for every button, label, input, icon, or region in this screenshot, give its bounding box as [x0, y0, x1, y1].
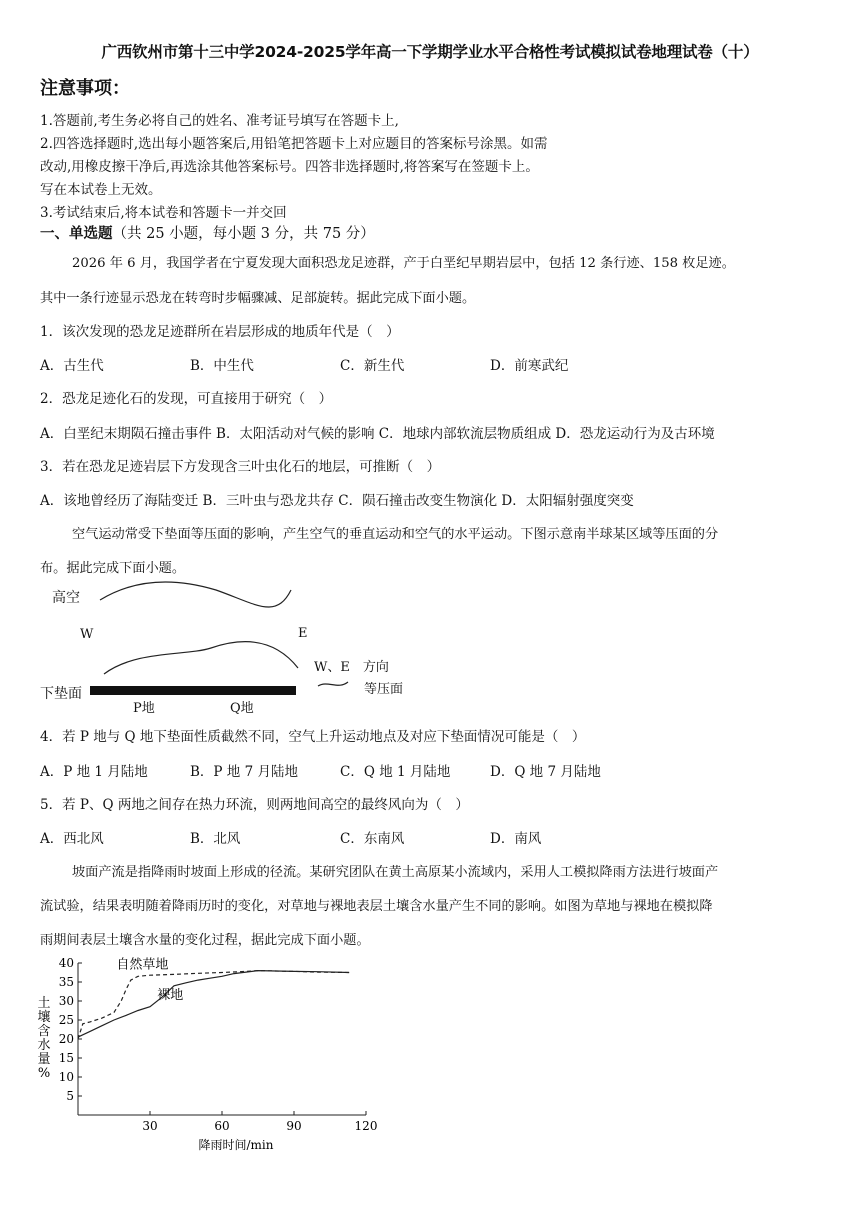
question-1-option-c[interactable]: C．新生代 [340, 358, 405, 374]
y-tick-label: 25 [58, 1013, 74, 1027]
label-east: E [298, 626, 308, 641]
question-1-option-b[interactable]: B．中生代 [190, 358, 254, 374]
passage1-line-2: 其中一条行迹显示恐龙在转弯时步幅骤减、足部旋转。据此完成下面小题。 [40, 291, 476, 306]
y-tick-label: 5 [66, 1089, 74, 1103]
label-q: Q地 [230, 701, 254, 716]
legend-isobar-symbol [318, 682, 348, 686]
label-p: P地 [133, 701, 155, 716]
passage3-line-2: 流试验，结果表明随着降雨历时的变化，对草地与裸地表层土壤含水量产生不同的影响。如图为草地与裸地在模拟降 [40, 899, 713, 914]
passage2-line-1: 空气运动常受下垫面等压面的影响，产生空气的垂直运动和空气的水平运动。下图示意南半球某区域等压面的分 [72, 527, 719, 542]
x-tick-label: 30 [142, 1119, 158, 1133]
notice-line-1: 1.答题前,考生务必将自己的姓名、准考证号填写在答题卡上, [40, 113, 399, 129]
section-title: 一、单选题 [40, 225, 113, 242]
high-altitude-isobar [100, 582, 291, 607]
question-4-option-a[interactable]: A．P 地 1 月陆地 [40, 764, 148, 780]
passage3-line-3: 雨期间表层土壤含水量的变化过程，据此完成下面小题。 [40, 933, 370, 948]
surface-isobar [104, 642, 298, 674]
question-4-option-b[interactable]: B．P 地 7 月陆地 [190, 764, 298, 780]
x-tick-label: 120 [354, 1119, 378, 1133]
chart-xlabel: 降雨时间/min [198, 1138, 274, 1152]
passage1-line-1: 2026 年 6 月，我国学者在宁夏发现大面积恐龙足迹群，产于白垩纪早期岩层中，包括 12 条行迹、158 枚足迹。 [72, 256, 735, 271]
question-1-option-d[interactable]: D．前寒武纪 [490, 358, 569, 374]
legend-isobar-label: 等压面 [364, 682, 404, 697]
series-line-自然草地 [78, 971, 349, 1039]
notice-line-4: 写在本试卷上无效。 [40, 182, 162, 198]
y-tick-label: 10 [58, 1070, 74, 1084]
notice-line-5: 3.考试结束后,将本试卷和答题卡一并交回 [40, 205, 287, 221]
chart-ylabel: 土壤含水量% [37, 996, 51, 1081]
question-4-option-c[interactable]: C．Q 地 1 月陆地 [340, 764, 451, 780]
x-tick-label: 90 [286, 1119, 302, 1133]
question-5-option-b[interactable]: B．北风 [190, 831, 241, 847]
label-west: W [80, 627, 94, 642]
legend-direction: W、E 方向 [314, 660, 389, 675]
question-5-option-a[interactable]: A．西北风 [40, 831, 104, 847]
label-underlying-surface: 下垫面 [40, 686, 82, 702]
question-1-option-a[interactable]: A．古生代 [40, 358, 104, 374]
question-2-options[interactable]: A．白垩纪末期陨石撞击事件 B．太阳活动对气候的影响 C．地球内部软流层物质组成 D．恐龙运动行为及古环境 [40, 426, 715, 442]
section-heading [40, 222, 375, 243]
question-1-stem: 1．该次发现的恐龙足迹群所在岩层形成的地质年代是（ ） [40, 324, 400, 340]
y-tick-label: 20 [58, 1032, 74, 1046]
question-5-stem: 5．若 P、Q 两地之间存在热力环流，则两地间高空的最终风向为（ ） [40, 797, 469, 813]
underlying-surface-bar [90, 686, 296, 695]
notice-line-3: 改动,用橡皮擦干净后,再选涂其他答案标号。四答非选择题时,将答案写在签题卡上。 [40, 159, 539, 175]
exam-title: 广西钦州市第十三中学2024-2025学年高一下学期学业水平合格性考试模拟试卷地理试卷（十） [101, 43, 759, 61]
soil-moisture-chart [36, 955, 396, 1155]
notice-line-2: 2.四答选择题时,选出每小题答案后,用铅笔把答题卡上对应题目的答案标号涂黑。如需 [40, 136, 548, 152]
question-5-option-d[interactable]: D．南风 [490, 831, 542, 847]
section-detail: （共 25 小题，每小题 3 分，共 75 分） [112, 226, 375, 242]
series-label-bare-land: 裸地 [157, 988, 184, 1004]
series-label-grassland: 自然草地 [116, 957, 169, 973]
y-tick-label: 30 [58, 994, 74, 1008]
passage3-line-1: 坡面产流是指降雨时坡面上形成的径流。某研究团队在黄土高原某小流域内，采用人工模拟降雨方法进行坡面产 [72, 865, 719, 880]
y-tick-label: 35 [58, 975, 74, 989]
passage2-line-2: 布。据此完成下面小题。 [40, 561, 186, 576]
question-5-option-c[interactable]: C．东南风 [340, 831, 405, 847]
question-2-stem: 2．恐龙足迹化石的发现，可直接用于研究（ ） [40, 391, 333, 407]
question-3-options[interactable]: A．该地曾经历了海陆变迁 B．三叶虫与恐龙共存 C．陨石撞击改变生物演化 D．太阳辐射强度突变 [40, 493, 634, 509]
question-4-option-d[interactable]: D．Q 地 7 月陆地 [490, 764, 601, 780]
x-tick-label: 60 [214, 1119, 230, 1133]
y-tick-label: 15 [58, 1051, 74, 1065]
notice-heading: 注意事项： [40, 78, 130, 99]
label-high-altitude: 高空 [52, 590, 80, 606]
question-3-stem: 3．若在恐龙足迹岩层下方发现含三叶虫化石的地层，可推断（ ） [40, 459, 441, 475]
series-line-裸地 [78, 971, 349, 1038]
y-tick-label: 40 [58, 956, 74, 970]
question-4-stem: 4．若 P 地与 Q 地下垫面性质截然不同，空气上升运动地点及对应下垫面情况可能是（ ） [40, 729, 586, 745]
